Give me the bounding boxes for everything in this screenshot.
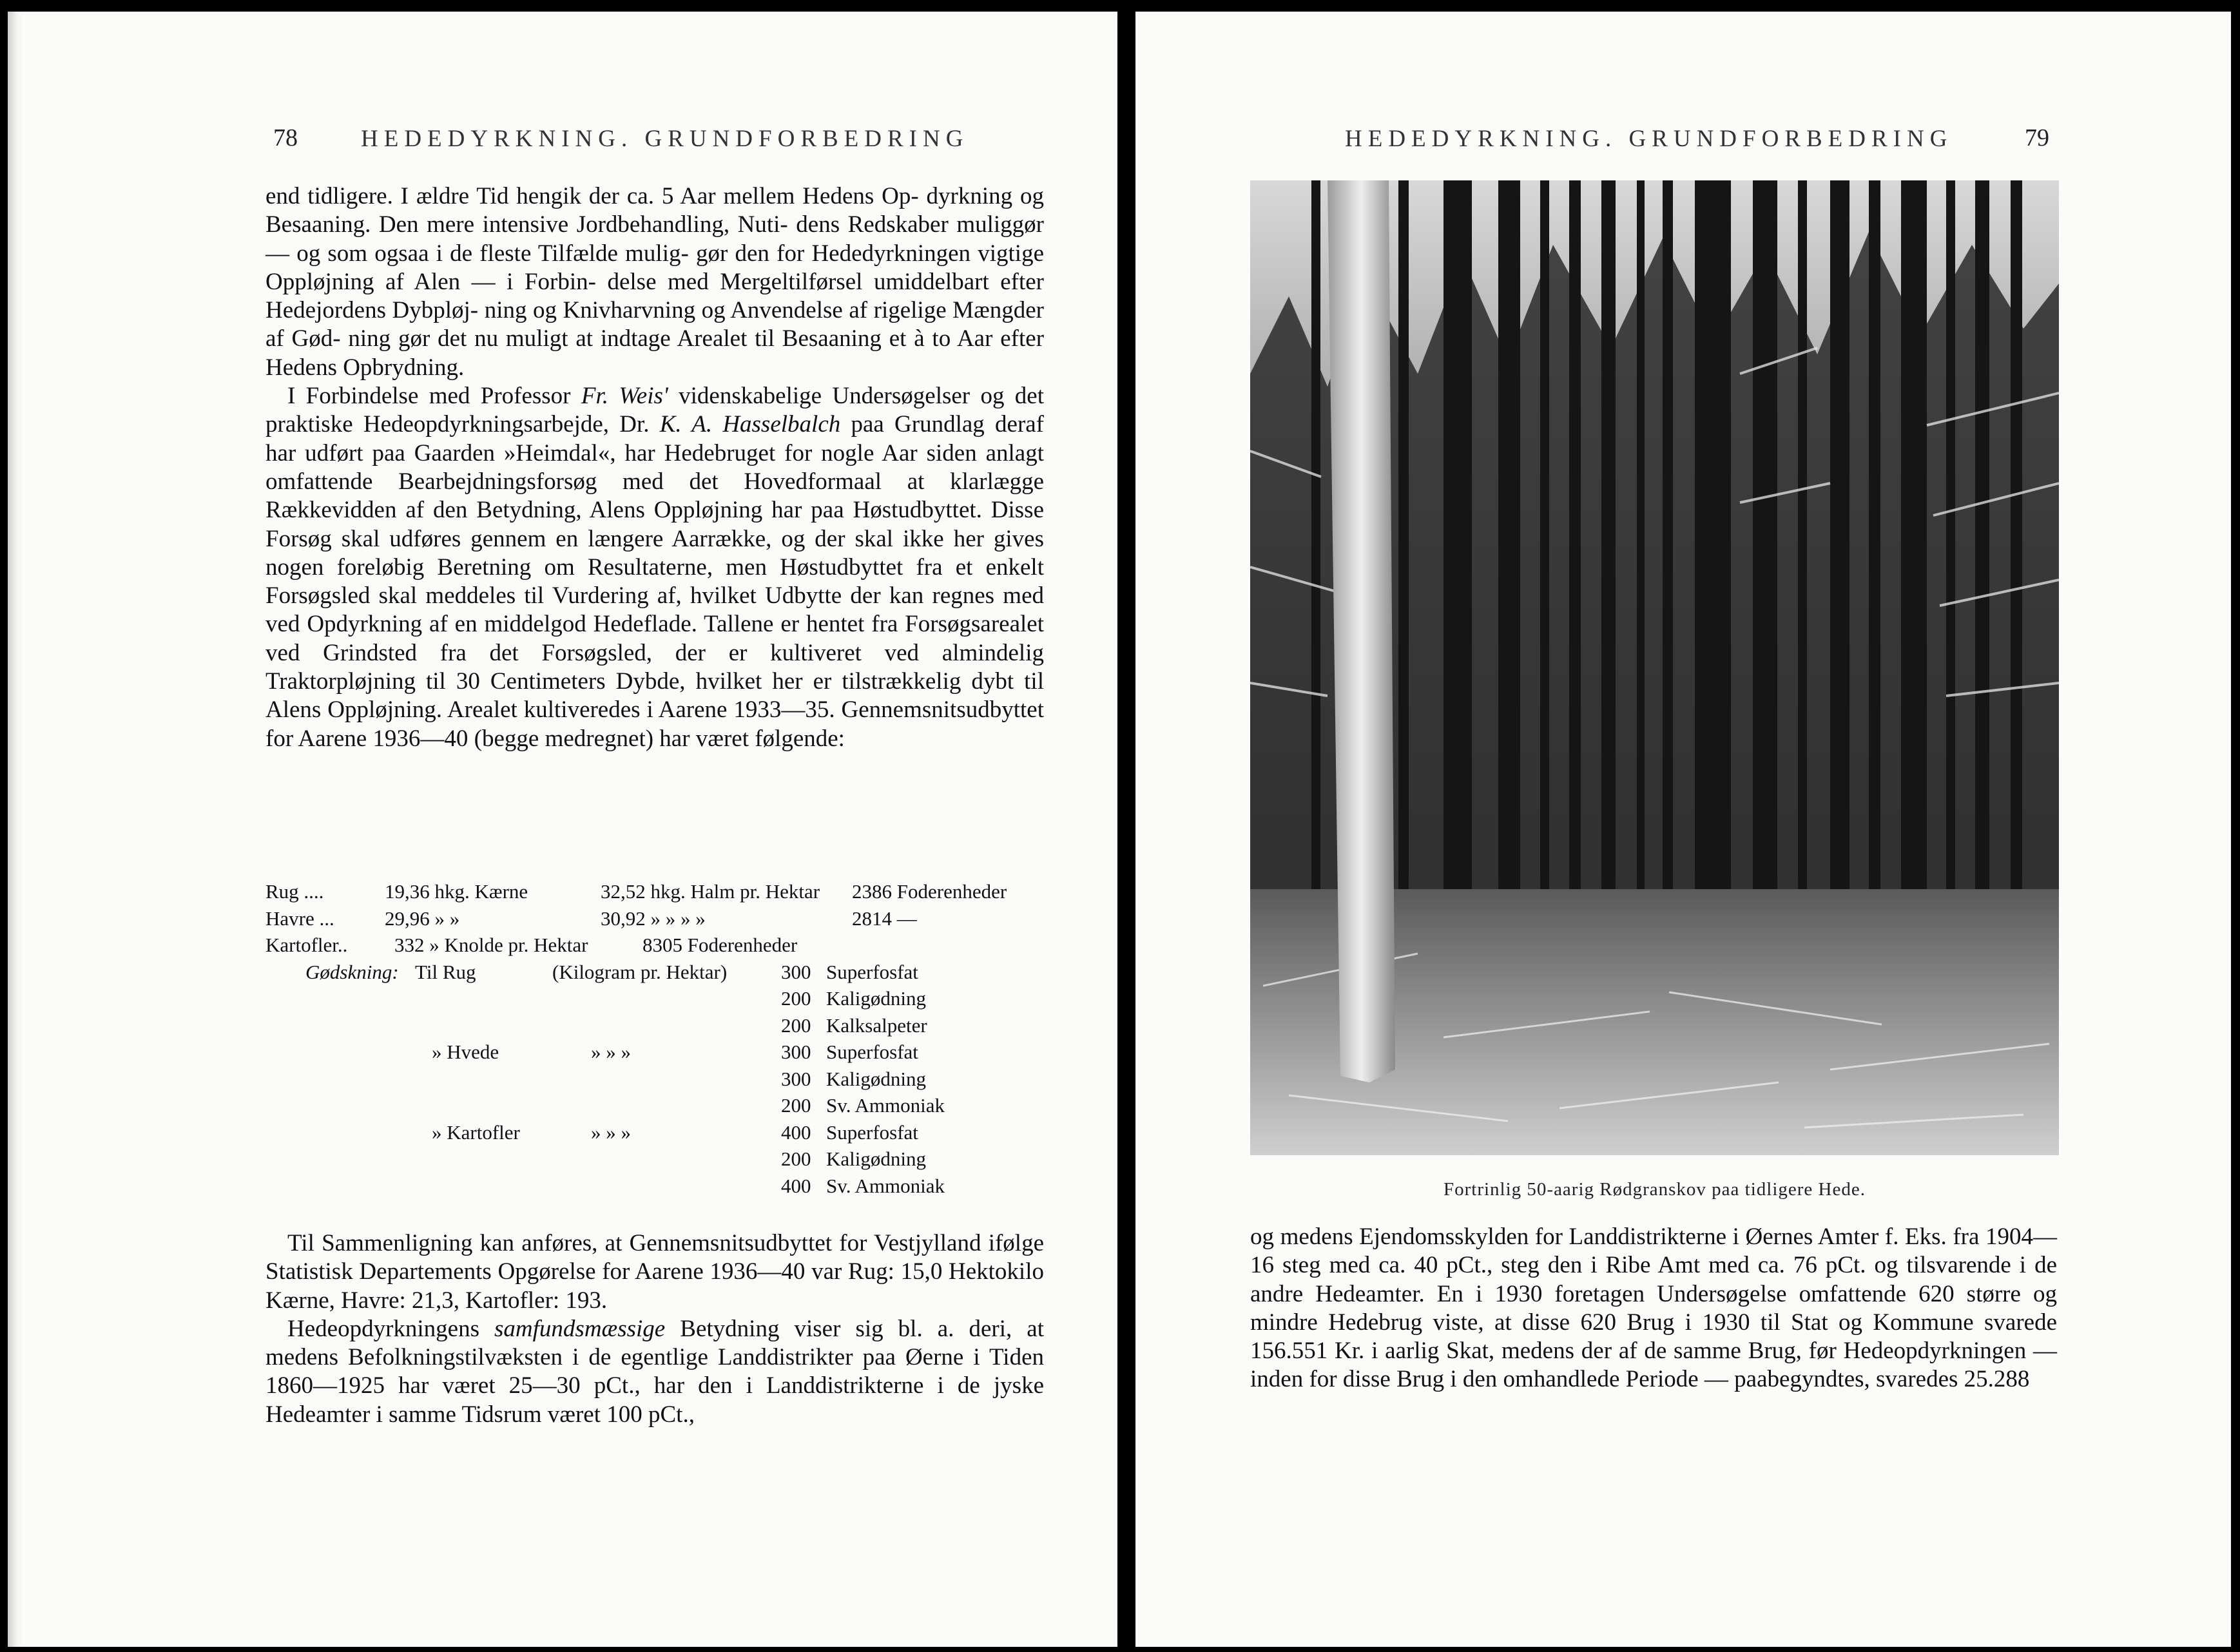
straw-value: 30,92 » » » » — [601, 907, 706, 930]
straw-value: 32,52 hkg. Halm pr. Hektar — [601, 880, 820, 903]
fertilizer-type: Superfosfat — [826, 1120, 918, 1144]
table-row — [266, 1092, 1065, 1119]
fertilizer-amount: 200 — [781, 1094, 811, 1117]
emphasis: samfundsmæssige — [494, 1315, 666, 1342]
table-row — [266, 932, 1065, 959]
ditto-marks: » » » — [591, 1120, 631, 1144]
left-page — [8, 12, 1117, 1647]
fertilizer-amount: 300 — [781, 1067, 811, 1090]
text-line: dens Redskaber muliggør — og som ogsaa i de fleste Tilfælde mulig- — [266, 211, 1044, 267]
fertilizer-amount: 200 — [781, 987, 811, 1010]
fertilizer-type: Superfosfat — [826, 1041, 918, 1063]
fertilizer-type: Kalksalpeter — [826, 1013, 927, 1037]
paragraph-continued: og medens Ejendomsskylden for Landdistrikterne i Øernes Amter f. Eks. fra 1904—16 steg med ca. 40 pCt., steg den i Ribe Amt med ca. 76 pCt. og tilsvarende i de andre Hedeamter. En i 1930 foretagen Undersøgelse omfattende 620 større og mindre Hedebrug viste, at disse 620 Brug i 1930 til Stat og Kommune svarede 156.551 Kr. i aarlig Skat, medens der af de samme Brug, før Hedeopdyrkningen — inden for disse Brug i den omhandlede Periode — paabegyndtes, svaredes 25.288 — [1250, 1224, 2057, 1393]
person-name: K. A. Hasselbalch — [659, 411, 841, 438]
running-head: HEDEDYRKNING. GRUNDFORBEDRING — [1345, 126, 1953, 152]
fertilizer-amount: 300 — [781, 1041, 811, 1063]
paragraph-2 — [266, 382, 1044, 753]
paragraph-4 — [266, 1315, 1044, 1429]
running-head: HEDEDYRKNING. GRUNDFORBEDRING — [361, 126, 969, 152]
fertilizer-crop: » Kartofler — [432, 1120, 520, 1144]
crop-name: Rug .... — [266, 880, 324, 903]
text-line: dyrkning og Besaaning. Den mere intensive Jordbehandling, Nuti- — [266, 183, 1045, 238]
text-line: efter Hedens Opbrydning. — [266, 325, 1045, 381]
fertilizer-type: Kaligødning — [826, 987, 926, 1010]
text-line: end tidligere. I ældre Tid hengik der ca. 5 Aar mellem Hedens Op- — [266, 183, 919, 209]
table-row — [266, 959, 1065, 986]
page-number: 79 — [2025, 124, 2049, 151]
fertilizer-amount: 200 — [781, 1013, 811, 1037]
paragraph-3: Til Sammenligning kan anføres, at Gennemsnitsudbyttet for Vestjylland ifølge Statistisk Departements Opgørelse for Aarene 1936—40 var Rug: 15,0 Hektokilo Kærne, Havre: 21,3, Kartofler: 193. — [266, 1230, 1044, 1314]
table-row — [266, 1066, 1065, 1093]
feed-units: 2386 Foderenheder — [852, 880, 1007, 903]
p2-mid: videnskabelige Undersøgelser og det praktiske Hedeopdyrkningsarbejde, Dr. — [266, 383, 1044, 438]
fertilizer-amount: 400 — [781, 1174, 811, 1197]
body-text-bottom — [266, 1229, 1044, 1429]
table-row — [266, 905, 1065, 932]
crop-name: Kartofler.. — [266, 934, 348, 956]
feed-units: 8305 Foderenheder — [642, 934, 798, 956]
text-line: delse med Mergeltilførsel umiddelbart efter Hedejordens Dybpløj- — [266, 268, 1044, 324]
fertilizer-type: Sv. Ammoniak — [826, 1174, 945, 1197]
yield-value: 29,96 » » — [385, 907, 460, 930]
fertilizer-label: Gødskning: — [305, 960, 399, 983]
photo-caption: Fortrinlig 50-aarig Rødgranskov paa tidligere Hede. — [1443, 1179, 1866, 1200]
table-row — [266, 1173, 1065, 1200]
body-text-top — [266, 182, 1044, 753]
body-text — [1250, 1223, 2057, 1394]
table-row — [266, 985, 1065, 1012]
p4-rest: Betydning viser sig bl. a. deri, at medens Befolkningstilvæksten i de egentlige Landdistrikter paa Øerne i Tiden 1860—1925 har været 25—30 pCt., har den i Landdistrikterne i de jyske Hedeamter i samme Tidsrum været 100 pCt., — [266, 1315, 1044, 1428]
crop-name: Havre ... — [266, 907, 334, 930]
forest-photograph — [1250, 180, 2059, 1155]
fertilizer-amount: 300 — [781, 960, 811, 983]
table-row — [266, 878, 1065, 905]
fertilizer-type: Sv. Ammoniak — [826, 1094, 945, 1117]
yield-value: 19,36 hkg. Kærne — [385, 880, 528, 903]
p2-intro: I Forbindelse med Professor — [287, 383, 581, 410]
p2-rest: paa Grundlag deraf har udført paa Gaarden »Heimdal«, har Hedebruget for nogle Aar siden anlagt omfattende Bearbejdningsforsøg med det Hovedformaal at klarlægge Rækkevidden af den Betydning, Alens Oppløjning har paa Høstudbyttet. Disse Forsøg skal udføres gennem en længere Aarrække, og der skal ikke her gives nogen foreløbig Beretning om Resultaterne, men Høstudbyttet fra et enkelt Forsøgsled skal meddeles til Vurdering af, hvilket Udbytte der kan regnes med ved Opdyrkning af en middelgod Hedeflade. Tallene er hentet fra Forsøgsarealet ved Grindsted fra det Forsøgsled, der er kultiveret ved almindelig Traktorpløjning til 30 Centimeters Dybde, hvilket her er tilstrækkelig dybt til Alens Oppløjning. Arealet kultiveredes i Aarene 1933—35. Gennemsnitsudbyttet for Aarene 1936—40 (begge medregnet) har været følgende: — [266, 411, 1045, 752]
fertilizer-amount: 200 — [781, 1148, 811, 1170]
table-row — [266, 1119, 1065, 1146]
fertilizer-crop: » Hvede — [432, 1041, 499, 1063]
table-row — [266, 1146, 1065, 1173]
fertilizer-type: Kaligødning — [826, 1148, 926, 1170]
forest-image — [1250, 180, 2059, 1155]
table-row — [266, 1039, 1065, 1066]
text-line: ning og Knivharvning og Anvendelse af rigelige Mængder af Gød- — [266, 297, 1045, 352]
fertilizer-amount: 400 — [781, 1120, 811, 1144]
text-line: gør den for Hededyrkningen vigtige Oppløjning af Alen — i Forbin- — [266, 240, 1044, 295]
feed-units: 2814 — — [852, 907, 917, 930]
paragraph-1 — [266, 182, 1044, 382]
person-name: Fr. Weis' — [581, 383, 668, 410]
ditto-marks: » » » — [591, 1041, 631, 1063]
fertilizer-crop: Til Rug — [415, 960, 476, 983]
yield-table — [266, 878, 1065, 1199]
text-line: ning gør det nu muligt at indtage Arealet til Besaaning et à to Aar — [348, 325, 993, 352]
scan-edge — [8, 12, 23, 1647]
page-number: 78 — [273, 124, 298, 151]
p4-intro: Hedeopdyrkningens — [287, 1315, 495, 1342]
right-page — [1135, 12, 2231, 1647]
table-row — [266, 1012, 1065, 1039]
fertilizer-type: Kaligødning — [826, 1067, 926, 1090]
fertilizer-type: Superfosfat — [826, 960, 918, 983]
fertilizer-unit: (Kilogram pr. Hektar) — [552, 960, 728, 983]
yield-value: 332 » Knolde pr. Hektar — [394, 934, 588, 956]
